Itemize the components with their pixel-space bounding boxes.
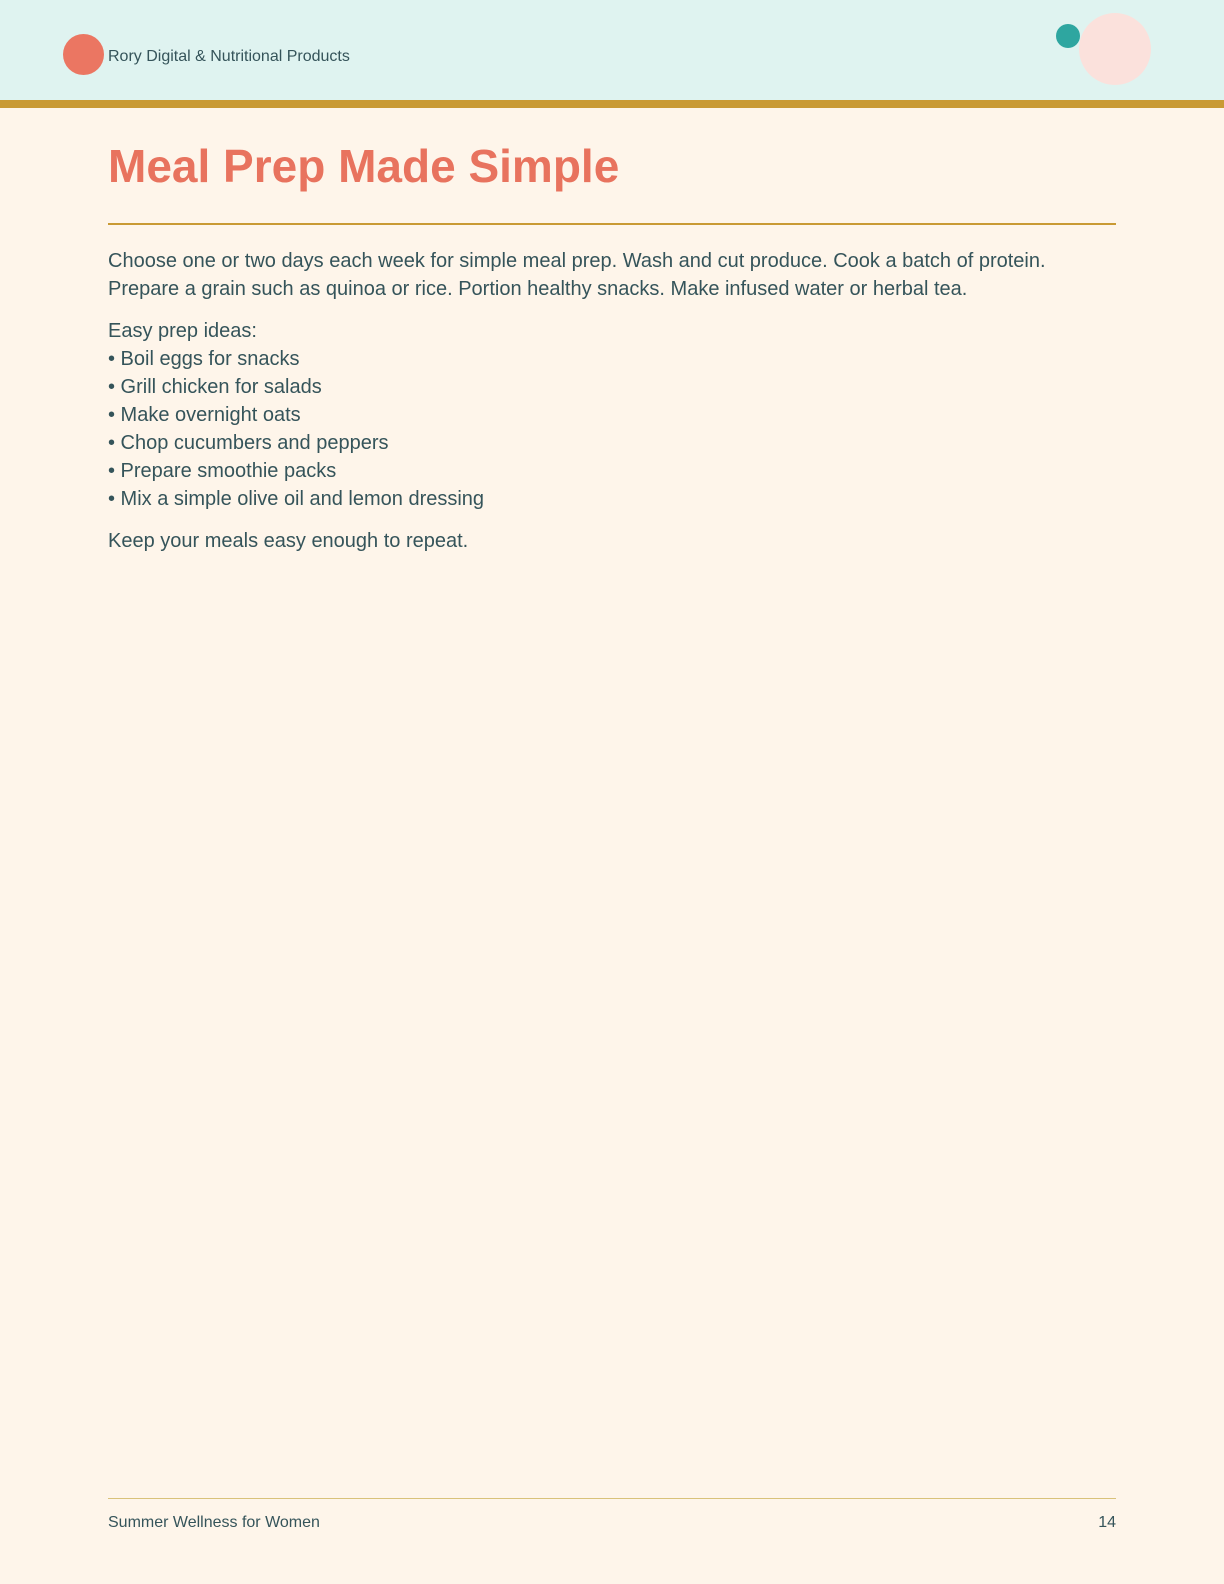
footer-divider (108, 1498, 1116, 1499)
list-item: • Chop cucumbers and peppers (108, 432, 389, 454)
prep-ideas-list (108, 345, 1116, 513)
page-header (0, 0, 1224, 100)
page-title: Meal Prep Made Simple (108, 140, 620, 192)
logo-circle-icon (63, 34, 104, 75)
decorative-blush-circle (1079, 13, 1151, 85)
title-divider (108, 223, 1116, 225)
decorative-teal-circle (1056, 24, 1080, 48)
list-item: • Mix a simple olive oil and lemon dressing (108, 488, 485, 510)
list-item: • Grill chicken for salads (108, 376, 322, 398)
list-item: • Make overnight oats (108, 404, 301, 426)
intro-paragraph: Choose one or two days each week for simple meal prep. Wash and cut produce. Cook a batch of protein. Prepare a grain such as quinoa or rice. Portion healthy snacks. Make infused water or herbal tea. (108, 250, 1046, 300)
footer-title: Summer Wellness for Women (108, 1514, 320, 1531)
closing-paragraph: Keep your meals easy enough to repeat. (108, 530, 469, 552)
list-item: • Prepare smoothie packs (108, 460, 337, 482)
brand-name: Rory Digital & Nutritional Products (108, 48, 350, 65)
ideas-heading: Easy prep ideas: (108, 320, 257, 342)
header-accent-bar (0, 100, 1224, 108)
page-number: 14 (1098, 1514, 1116, 1531)
list-item: • Boil eggs for snacks (108, 348, 300, 370)
page-content (108, 108, 1116, 555)
